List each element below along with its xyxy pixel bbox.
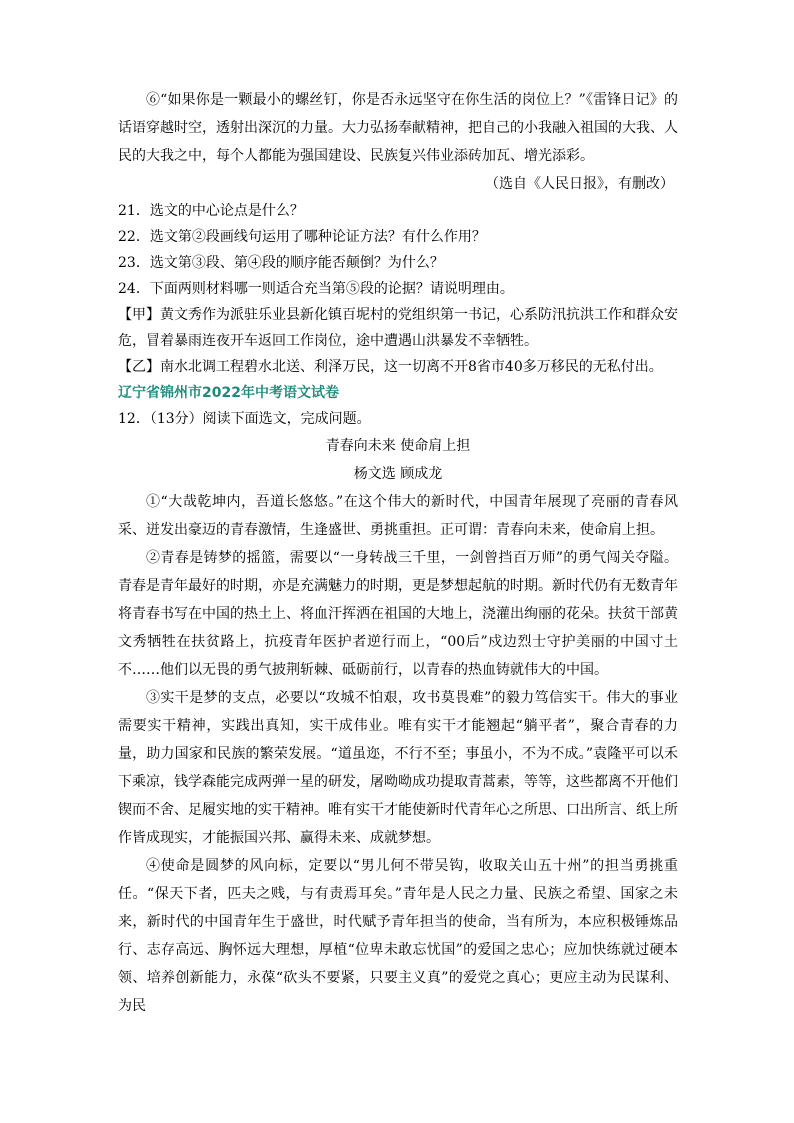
question-21: 21．选文的中心论点是什么？ <box>118 203 304 219</box>
source-note: （选自《人民日报》，有删改） <box>485 176 674 192</box>
article-title: 青春向未来 使命肩上担 <box>325 438 471 454</box>
article-paragraph-2: ②青春是铸梦的摇篮，需要以“一身转战三千里，一剑曾挡百万师”的勇气闯关夺隘。青春是青年最好的时期，亦是充满魅力的时期，更是梦想起航的时期。新时代仍有无数青年将青春书写在中国的热土上、将血汗挥洒在祖国的大地上，浇灌出绚丽的花朵。扶贫干部黄文秀牺牲在扶贫路上，抗疫青年医护者逆行而上，“00后”戍边烈士守护美丽的中国寸土不……他们以无畏的勇气披荆斩棘、砥砺前行，以青春的热血铸就伟大的中国。 <box>118 550 678 678</box>
article-paragraph-3: ③实干是梦的支点，必要以“攻城不怕艰，攻书莫畏难”的毅力笃信实干。伟大的事业需要实干精神，实践出真知，实干成伟业。唯有实干才能翘起“躺平者”，聚合青春的力量，助力国家和民族的繁荣发展。“道虽迩，不行不至；事虽小，不为不成。”袁隆平可以禾下乘凉，钱学森能完成两弹一星的研发，屠呦呦成功提取青蒿素，等等，这些都离不开他们锲而不舍、足履实地的实干精神。唯有实干才能使新时代青年心之所思、口出所言、纸上所作皆成现实，才能振国兴邦、赢得未来、成就梦想。 <box>118 690 678 846</box>
exam-section-header: 辽宁省锦州市2022年中考语文试卷 <box>118 385 339 401</box>
article-paragraph-1: ①“大哉乾坤内，吾道长悠悠。”在这个伟大的新时代，中国青年展现了亮丽的青春风采、迸发出豪迈的青春激情，生逢盛世、勇挑重担。正可谓：青春向未来，使命肩上担。 <box>118 494 678 538</box>
material-a: 【甲】黄文秀作为派驻乐业县新化镇百坭村的党组织第一书记，心系防汛抗洪工作和群众安危，冒着暴雨连夜开车返回工作岗位，途中遭遇山洪暴发不幸牺牲。 <box>118 307 678 349</box>
question-23: 23．选文第③段、第④段的顺序能否颠倒？为什么？ <box>118 255 444 271</box>
question-12: 12．（13分）阅读下面选文，完成问题。 <box>118 411 371 427</box>
article-author: 杨文选 顾成龙 <box>353 466 443 482</box>
paragraph-6: ⑥“如果你是一颗最小的螺丝钉，你是否永远坚守在你生活的岗位上？”《雷锋日记》的话语穿越时空，透射出深沉的力量。大力弘扬奉献精神，把自己的小我融入祖国的大我、人民的大我之中，每个人都能为强国建设、民族复兴伟业添砖加瓦、增光添彩。 <box>118 92 678 164</box>
question-22: 22．选文第②段画线句运用了哪种论证方法？有什么作用？ <box>118 229 486 245</box>
material-b: 【乙】南水北调工程碧水北送、利泽万民，这一切离不开8省市40多万移民的无私付出。 <box>118 359 663 375</box>
article-paragraph-4: ④使命是圆梦的风向标，定要以“男儿何不带吴钩，收取关山五十州”的担当勇挑重任。“保天下者，匹夫之贱，与有责焉耳矣。”青年是人民之力量、民族之希望、国家之未来，新时代的中国青年生于盛世，时代赋予青年担当的使命，当有所为，本应积极锤炼品行、志存高远、胸怀远大理想，厚植“位卑未敢忘忧国”的爱国之忠心；应加快练就过硬本领、培养创新能力，永葆“砍头不要紧，只要主义真”的爱党之真心；更应主动为民谋利、为民 <box>118 858 678 1014</box>
question-24: 24．下面两则材料哪一则适合充当第⑤段的论据？请说明理由。 <box>118 281 514 297</box>
document-content <box>118 86 678 1020</box>
